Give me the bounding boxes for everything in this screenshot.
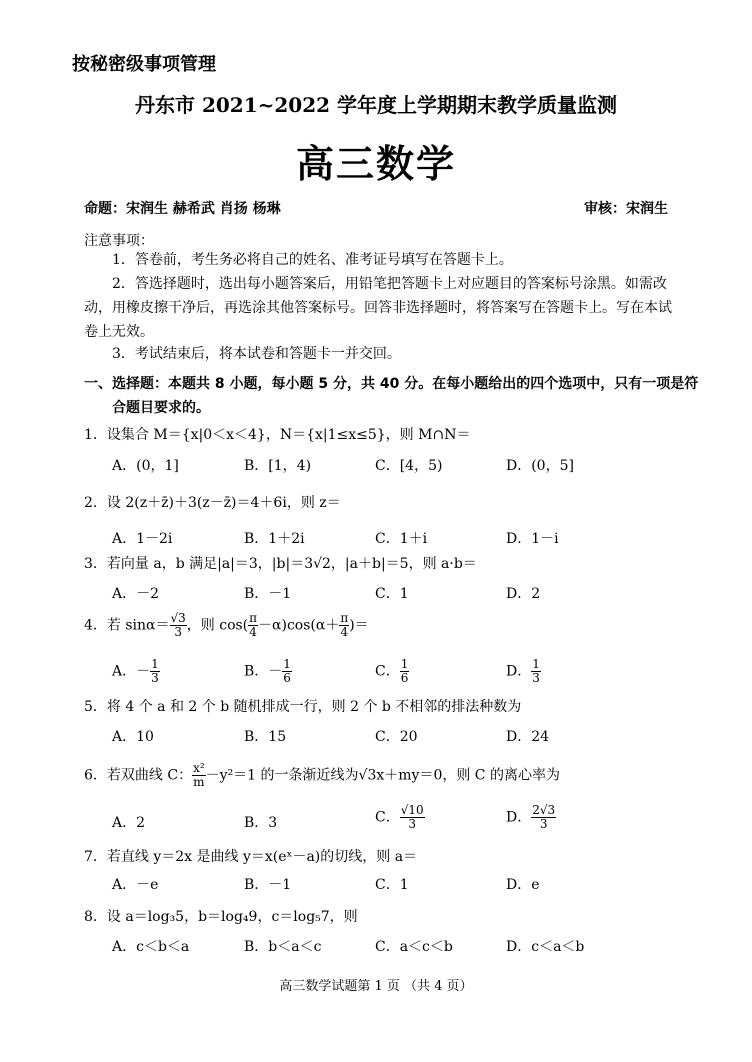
option-label: C． (375, 663, 400, 680)
fraction-denominator: 3 (539, 817, 548, 831)
stem-text: ，则 cos( (186, 617, 249, 634)
option-label: D． (506, 809, 532, 826)
stem-text: 6．若双曲线 C： (84, 767, 193, 784)
fraction-numerator: 1 (400, 657, 409, 671)
option-b: B．15 (244, 729, 287, 745)
fraction-denominator: 4 (340, 625, 349, 639)
stem-text: －y²＝1 的一条渐近线为√3x＋my＝0，则 C 的离心率为 (205, 767, 560, 784)
option-d: D．c＜a＜b (506, 939, 585, 955)
fraction-numerator: π (249, 611, 258, 625)
notes-title: 注意事项： (84, 233, 154, 249)
fraction (150, 658, 160, 685)
question-4-stem (84, 612, 369, 639)
reviewer-line: 审核：宋润生 (584, 201, 668, 217)
option-d (506, 658, 541, 685)
question-8-stem: 8．设 a＝log₃5，b＝log₄9，c＝log₅7，则 (84, 909, 358, 925)
option-d: D．2 (506, 586, 541, 602)
subject-title: 高三数学 (295, 142, 456, 186)
fraction-numerator: 1 (283, 657, 291, 671)
fraction (339, 612, 349, 639)
fraction-numerator: 2√3 (532, 803, 556, 817)
fraction-denominator: 3 (408, 817, 416, 831)
fraction (170, 612, 187, 639)
question-3-stem: 3．若向量 a，b 满足|a|＝3，|b|＝3√2，|a＋b|＝5，则 a·b＝ (84, 556, 477, 572)
option-a: A．(0，1] (112, 458, 179, 474)
fraction (192, 762, 206, 789)
option-b: B．1＋2i (244, 531, 305, 547)
option-a: A．－2 (112, 586, 160, 602)
secret-mark: 按秘密级事项管理 (72, 54, 216, 75)
fraction-numerator: √3 (170, 611, 186, 625)
option-c: C．1 (375, 586, 409, 602)
fraction-denominator: 3 (532, 671, 540, 685)
option-b (244, 812, 277, 832)
option-d: D．24 (506, 729, 550, 745)
option-label: B．－ (244, 663, 283, 680)
fraction (400, 804, 425, 831)
fraction-denominator: 6 (283, 671, 291, 685)
stem-text: 4．若 sinα＝ (84, 617, 170, 634)
option-label: B．3 (244, 815, 278, 831)
option-label: A．－ (112, 663, 151, 680)
fraction-numerator: x² (193, 761, 205, 775)
question-5-stem: 5．将 4 个 a 和 2 个 b 随机排成一行，则 2 个 b 不相邻的排法种数为 (84, 699, 522, 715)
stem-text: )＝ (349, 617, 369, 634)
option-d: D．1－i (506, 531, 559, 547)
note-item: 3．考试结束后，将本试卷和答题卡一并交回。 (112, 346, 401, 362)
option-b: B．－1 (244, 586, 292, 602)
option-c: C．a＜c＜b (375, 939, 453, 955)
option-c: C．[4，5) (375, 458, 443, 474)
fraction (531, 804, 556, 831)
section-heading: 一、选择题：本题共 8 小题，每小题 5 分，共 40 分。在每小题给出的四个选项中，只有一项是符合题目要求的。 (84, 376, 699, 416)
fraction-denominator: 3 (151, 671, 159, 685)
option-b (244, 658, 292, 685)
option-label: D． (506, 663, 532, 680)
option-c: C．1 (375, 877, 409, 893)
fraction (400, 658, 410, 685)
option-c: C．20 (375, 729, 418, 745)
option-a: A．c＜b＜a (112, 939, 190, 955)
option-a: A．－e (112, 877, 159, 893)
option-c (375, 658, 409, 685)
fraction (248, 612, 258, 639)
option-a: A．1－2i (112, 531, 173, 547)
question-2-stem: 2．设 2(z＋z̄)＋3(z－z̄)＝4＋6i，则 z＝ (84, 495, 341, 511)
option-b: B．－1 (244, 877, 292, 893)
stem-text: －α)cos(α＋ (258, 617, 340, 634)
question-6-stem (84, 762, 560, 789)
fraction-denominator: 3 (174, 625, 182, 639)
fraction-numerator: √10 (400, 803, 424, 817)
option-label: A．2 (112, 815, 146, 831)
fraction-numerator: 1 (151, 657, 159, 671)
fraction-denominator: 6 (400, 671, 409, 685)
option-a (112, 658, 160, 685)
fraction-denominator: m (193, 775, 205, 789)
option-d: D．(0，5] (506, 458, 574, 474)
fraction-denominator: 4 (249, 625, 257, 639)
option-c (375, 804, 425, 831)
option-label: C． (375, 809, 400, 826)
question-1-stem: 1．设集合 M＝{x|0＜x＜4}，N＝{x|1≤x≤5}，则 M∩N＝ (84, 427, 471, 443)
fraction-numerator: π (340, 611, 349, 625)
option-d: D．e (506, 877, 540, 893)
question-7-stem: 7．若直线 y＝2x 是曲线 y＝x(eˣ－a)的切线，则 a＝ (84, 849, 418, 865)
fraction-numerator: 1 (532, 657, 540, 671)
option-d (506, 804, 556, 831)
note-item: 1．答卷前，考生务必将自己的姓名、准考证号填写在答题卡上。 (112, 252, 513, 268)
option-a (112, 812, 145, 832)
option-b: B．[1，4) (244, 458, 312, 474)
fraction (282, 658, 292, 685)
option-a: A．10 (112, 729, 154, 745)
option-b: B．b＜a＜c (244, 939, 322, 955)
page-footer: 高三数学试题第 1 页 （共 4 页） (279, 979, 473, 994)
note-item: 2．答选择题时，选出每小题答案后，用铅笔把答题卡上对应题目的答案标号涂黑。如需改动，用橡皮擦干净后，再选涂其他答案标号。回答非选择题时，将答案写在答题卡上。写在本试卷上无效。 (84, 276, 672, 340)
fraction (531, 658, 541, 685)
authors-line: 命题：宋润生 赫希武 肖扬 杨琳 (84, 201, 281, 217)
exam-title: 丹东市 2021~2022 学年度上学期期末教学质量监测 (134, 93, 617, 117)
option-c: C．1＋i (375, 531, 428, 547)
